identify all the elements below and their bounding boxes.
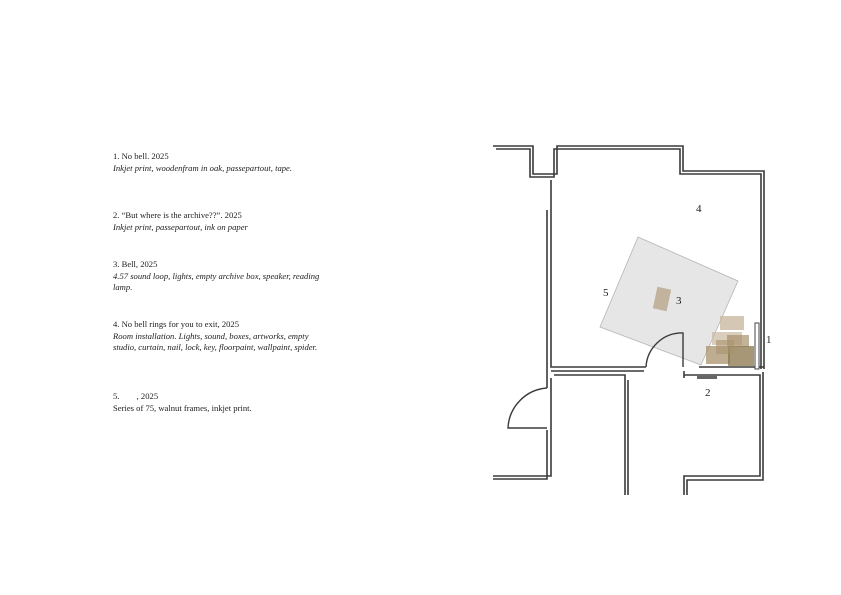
work-title: 4. No bell rings for you to exit, 2025 bbox=[113, 319, 240, 329]
framed-print-2 bbox=[697, 376, 717, 379]
plan-label-1: 1 bbox=[766, 334, 772, 346]
framed-print-1 bbox=[755, 323, 759, 369]
archive-box bbox=[716, 340, 734, 354]
plan-label-4: 4 bbox=[696, 203, 702, 215]
work-title: 2. “But where is the archive??”. 2025 bbox=[113, 210, 242, 220]
wall-segment bbox=[493, 430, 547, 479]
work-description: Room installation. Lights, sound, boxes, artworks, empty studio, curtain, nail, lock, key, floorpaint, wallpaint, spider. bbox=[113, 330, 318, 353]
wall-segment bbox=[684, 375, 760, 495]
work-description: Inkjet print, woodenfram in oak, passepartout, tape. bbox=[113, 162, 293, 173]
work-title: 1. No bell. 2025 bbox=[113, 151, 169, 161]
work-description: 4.57 sound loop, lights, empty archive box, speaker, reading lamp. bbox=[113, 270, 320, 293]
work-description: Series of 75, walnut frames, inkjet print. bbox=[113, 402, 252, 413]
plan-label-2: 2 bbox=[705, 387, 711, 399]
plan-label-5: 5 bbox=[603, 287, 609, 299]
wall-segment bbox=[493, 378, 551, 476]
wall-segment bbox=[554, 375, 625, 495]
plan-label-3: 3 bbox=[676, 295, 682, 307]
work-title: 5. , 2025 bbox=[113, 391, 159, 401]
archive-box bbox=[720, 316, 744, 330]
door-arc bbox=[508, 388, 547, 428]
work-description: Inkjet print, passepartout, ink on paper bbox=[113, 221, 248, 232]
work-title: 3. Bell, 2025 bbox=[113, 259, 158, 269]
